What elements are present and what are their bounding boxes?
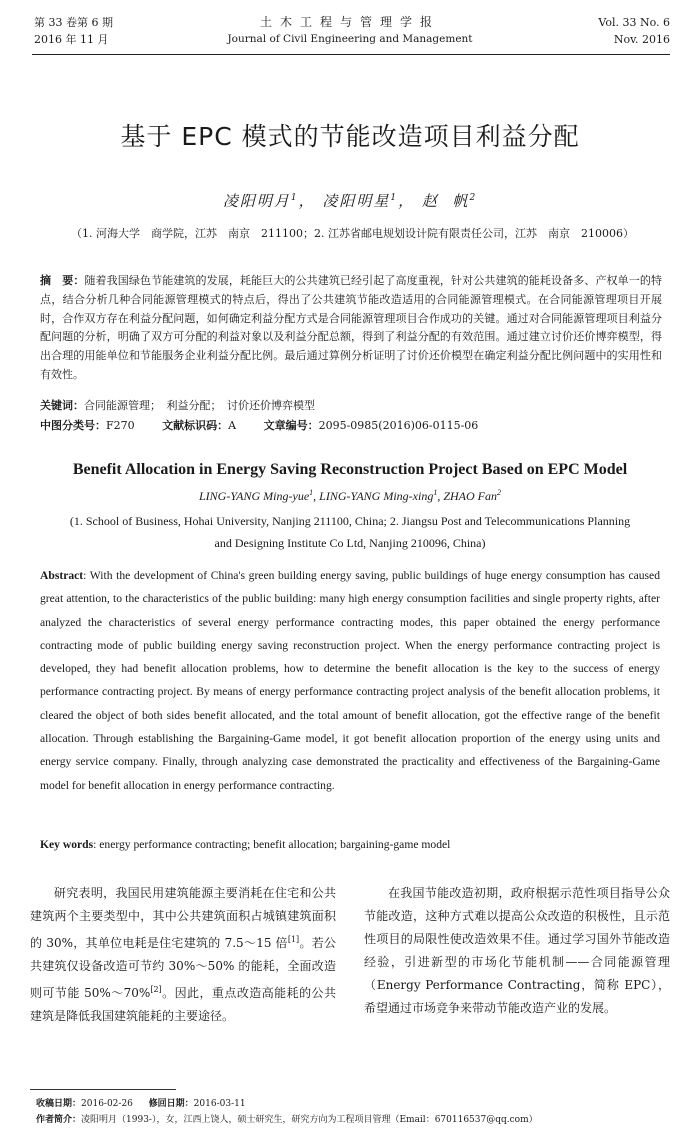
abstract-cn — [40, 272, 662, 385]
journal-name-cn: 土木工程与管理学报 — [259, 15, 440, 29]
article-number — [264, 419, 479, 432]
clc-label: 中图分类号： — [40, 419, 106, 432]
footnote-dates — [36, 1096, 246, 1109]
author-name: 凌阳明月 — [222, 192, 291, 210]
revised-date: 2016-03-11 — [193, 1099, 246, 1109]
author-affiliation-mark: 1 — [290, 193, 299, 203]
body-paragraph — [30, 882, 336, 1028]
abstract-cn-text: 随着我国绿色节能建筑的发展，耗能巨大的公共建筑已经引起了高度重视，针对公共建筑的能耗设备多、产权单一的特点，结合分析几种合同能源管理模式的特点后，得出了公共建筑节能改造适用的合同能源管理模式。在合同能源管理项目开展时，合作双方存在利益分配问题，如何确定利益分配方式是合同能源管理项目合作成功的关键。通过对合同能源管理项目利益分配问题的分析，明确了双方可分配的利益对象以及利益分配总额，得到了利益分配的有效范围。通过建立讨价还价博弈模型，得出合理的用能单位和节能服务企业利益分配比例。最后通过算例分析证明了讨价还价模型在确定利益分配比例问题中的实用性和有效性。 — [40, 274, 662, 381]
keywords-en-label: Key words — [40, 838, 94, 851]
received-date: 2016-02-26 — [81, 1099, 133, 1109]
affiliation-cn: （1. 河海大学 商学院，江苏 南京 211100；2. 江苏省邮电规划设计院有限责任公司，江苏 南京 210006） — [71, 227, 634, 240]
keywords-cn-text: 合同能源管理； 利益分配； 讨价还价博弈模型 — [84, 399, 315, 412]
body-text: 。因此，重点改造高能耗的公共建筑是降低我国建筑能耗的主要途径。 — [30, 986, 336, 1023]
document-code — [162, 419, 236, 432]
body-text: 研究表明，我国民用建筑能源主要消耗在住宅和公共建筑两个主要类型中，其中公共建筑面积占城镇建筑面积的 30%，其单位电耗是住宅建筑的 7.5～15 倍 — [30, 886, 336, 950]
volume-issue-en: Vol. 33 No. 6 — [598, 16, 670, 29]
author-affiliation-mark: 2 — [497, 488, 501, 497]
article-value: 2095-0985(2016)06-0115-06 — [318, 419, 479, 432]
footnote-author — [36, 1112, 538, 1125]
volume-issue: 第 33 卷第 6 期 — [34, 16, 113, 29]
author-bio-label: 作者简介： — [36, 1115, 82, 1125]
classification-line — [40, 417, 502, 433]
author-name-en: LING-YANG Ming-xing — [319, 489, 434, 503]
keywords-cn-label: 关键词： — [40, 399, 84, 412]
clc-number — [40, 419, 135, 432]
authors-cn — [0, 190, 700, 211]
body-paragraph: 在我国节能改造初期，政府根据示范性项目指导公众节能改造，这种方式难以提高公众改造的积极性，且示范性项目的局限性使改造效果不佳。通过学习国外节能改造经验，引进新型的市场化节能机制——合同能源管理（Energy Performance Contracting，简称 EPC），希望通过市场竞争来带动节能改造产业的发展。 — [364, 886, 670, 1015]
author-name-en: LING-YANG Ming-yue — [199, 489, 310, 503]
journal-issue-en — [598, 14, 670, 48]
article-label: 文章编号： — [263, 419, 319, 432]
author-separator: , — [313, 489, 320, 503]
author-affiliation-mark: 1 — [309, 488, 314, 497]
abstract-en-label: Abstract — [40, 569, 84, 582]
affiliation-en: (1. School of Business, Hohai University, Nanjing 211100, China; 2. Jiangsu Post and Telecommunications Planning and Designing Institute Co Ltd, Nanjing 210096, China) — [69, 514, 631, 550]
keywords-en — [40, 838, 660, 851]
author-affiliation-mark: 1 — [390, 193, 399, 203]
author-name: 赵 帆 — [421, 192, 470, 210]
author-separator: ， — [298, 192, 316, 210]
body-column-left — [30, 882, 336, 1028]
paper-title-en: Benefit Allocation in Energy Saving Reconstruction Project Based on EPC Model — [72, 461, 628, 478]
journal-name-en: Journal of Civil Engineering and Management — [227, 33, 473, 45]
received-label: 收稿日期： — [36, 1099, 82, 1109]
author-bio: 凌阳明月（1993-），女，江西上饶人，硕士研究生，研究方向为工程项目管理（Email：670116537@qq.com） — [81, 1115, 538, 1125]
keywords-cn — [40, 397, 315, 413]
issue-date-en: Nov. 2016 — [613, 33, 670, 46]
author-separator: , — [437, 489, 444, 503]
revised-label: 修回日期： — [148, 1099, 194, 1109]
authors-en — [0, 488, 700, 504]
body-column-right — [364, 882, 670, 1020]
issue-date: 2016 年 11 月 — [34, 33, 109, 46]
citation-ref[interactable]: [1] — [287, 935, 300, 944]
author-affiliation-mark: 1 — [433, 488, 438, 497]
abstract-en — [40, 564, 660, 797]
doc-value: A — [228, 419, 237, 432]
paper-title-cn: 基于 EPC 模式的节能改造项目利益分配 — [120, 122, 580, 151]
body-text: 。若公共建筑仅设备改造可节约 30%～50% 的能耗，全面改造则可节能 50%～70% — [30, 936, 336, 1000]
abstract-en-text: : With the development of China's green building energy saving, public buildings of huge energy consumption has caused great attention, to the characteristics of the public building: many high energy consumption facilities and single property rights, after analyzed the characteristics of several energy performance contracting modes, this paper obtained the energy performance contracting mode of public building energy saving reconstruction project. When the energy performance contracting project is developed, they had benefit allocation problems, how to determine the benefit allocation is the key to the success of energy performance contracting project. By means of energy performance contracting project analysis of the benefit allocation problems, it cleared the object of both sides benefit allocated, and the total amount of benefit allocation, got the effective range of the benefit allocation. Through establishing the Bargaining-Game model, it got benefit allocation proportion of the energy using units and energy service company. Finally, through analyzing case demonstrated the practicality and effectiveness of the Bargaining-Game model for benefit allocation in energy performance contracting. — [40, 569, 660, 792]
footnote-divider — [30, 1089, 176, 1090]
author-name: 凌阳明星 — [322, 192, 391, 210]
abstract-cn-label: 摘 要： — [40, 274, 85, 287]
doc-label: 文献标识码： — [162, 419, 229, 432]
author-affiliation-mark: 2 — [469, 193, 478, 203]
clc-value: F270 — [106, 419, 135, 432]
author-name-en: ZHAO Fan — [443, 489, 497, 503]
header-divider — [32, 54, 670, 55]
journal-name — [0, 14, 700, 48]
keywords-en-text: : energy performance contracting; benefit allocation; bargaining-game model — [93, 838, 451, 851]
citation-ref[interactable]: [2] — [150, 985, 162, 994]
author-separator: ， — [398, 192, 416, 210]
